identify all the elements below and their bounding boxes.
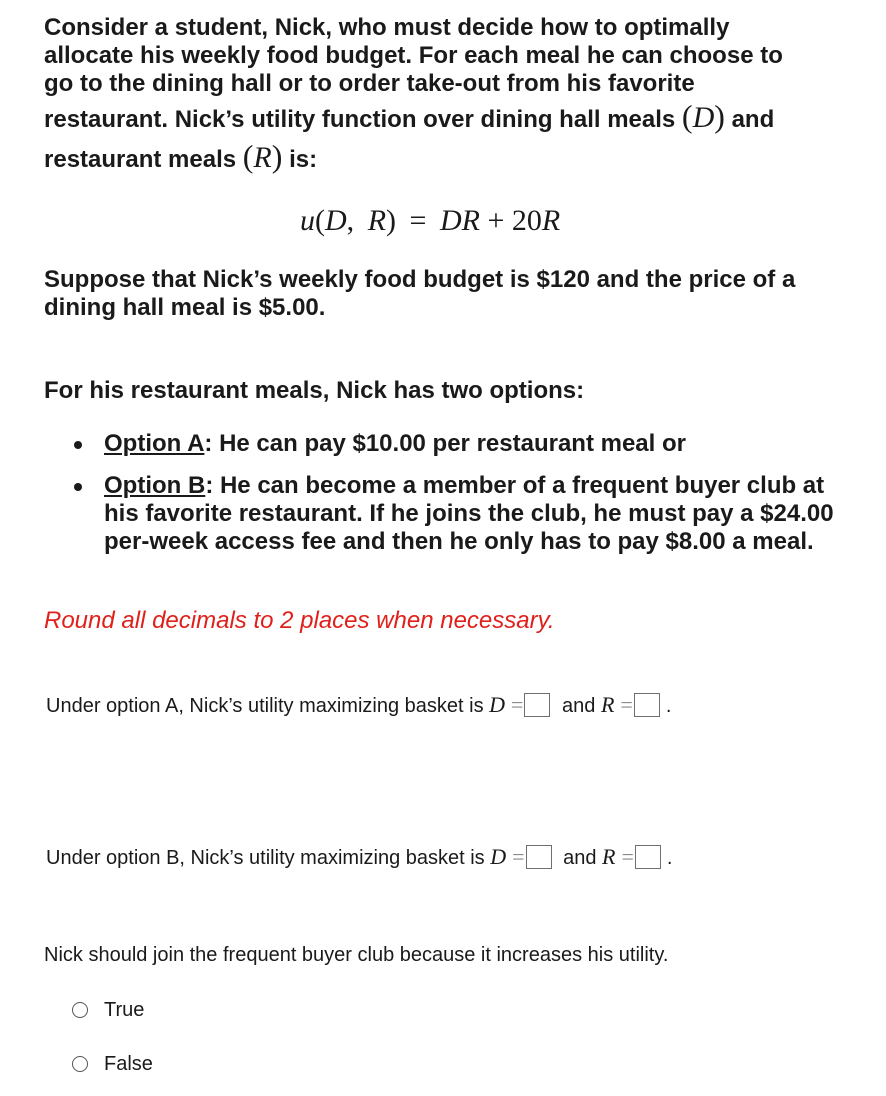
bullet [74, 483, 82, 491]
equals-sign: = [621, 844, 634, 869]
option-a-item [74, 430, 864, 458]
bullet [74, 441, 82, 449]
question-a-text: Under option A, Nick’s utility maximizing basket is [46, 695, 490, 717]
var-D: D [489, 692, 506, 717]
option-b-name: Option B [104, 472, 206, 499]
radio-false[interactable] [72, 1050, 153, 1078]
intro-line-2: allocate his weekly food budget. For each meal he can choose to [44, 42, 783, 69]
question-option-b: Under option B, Nick’s utility maximizing basket is D = and R = . [46, 844, 673, 869]
true-false-question: Nick should join the frequent buyer club because it increases his utility. [44, 944, 669, 966]
intro-line-4-text: restaurant. Nick’s utility function over dining hall meals [44, 106, 682, 133]
option-a-name: Option A [104, 430, 205, 457]
option-a-d-input[interactable] [524, 693, 550, 717]
option-a-text: : He can pay $10.00 per restaurant meal or [204, 430, 686, 457]
equals-sign: = [512, 844, 525, 869]
var-R: R [600, 692, 615, 717]
question-b-text: Under option B, Nick’s utility maximizing basket is [46, 847, 491, 869]
budget-line-2: dining hall meal is $5.00. [44, 294, 326, 321]
radio-true[interactable] [72, 996, 144, 1024]
intro-line-4-end: and [724, 106, 775, 133]
problem-intro [44, 14, 864, 174]
equals-sign: = [620, 692, 633, 717]
option-b-r-input[interactable] [635, 845, 661, 869]
and-text: and [557, 847, 603, 869]
intro-line-5-end: is: [282, 146, 318, 173]
options-list [74, 430, 864, 570]
option-b-text: : He can become a member of a frequent buyer club at his favorite restaurant. If he joins the club, he must pay a $24.00 per-week access fee and then he only has to pay $8.00 a meal. [104, 472, 834, 555]
rounding-note: Round all decimals to 2 places when necessary. [44, 607, 555, 634]
question-option-a: Under option A, Nick’s utility maximizing basket is D = and R = . [46, 692, 672, 717]
radio-false-label[interactable]: False [104, 1053, 153, 1075]
option-b-d-input[interactable] [526, 845, 552, 869]
var-D: D [490, 844, 507, 869]
budget-statement [44, 266, 864, 322]
equals-sign: = [511, 692, 524, 717]
eq-R: R [367, 204, 387, 237]
eq-plus: + [487, 204, 505, 237]
var-R: R [253, 141, 272, 174]
intro-line-3: go to the dining hall or to order take-out from his favorite [44, 70, 695, 97]
eq-R2: R [541, 204, 561, 237]
radio-circle-icon[interactable] [72, 1002, 88, 1018]
intro-line-5-text: restaurant meals [44, 146, 243, 173]
intro-line-1: Consider a student, Nick, who must decide how to optimally [44, 14, 730, 41]
eq-D: D [325, 204, 347, 237]
option-a-r-input[interactable] [634, 693, 660, 717]
var-D: D [692, 101, 715, 134]
utility-equation: u(D, R) = DR + 20R [300, 204, 561, 237]
options-heading: For his restaurant meals, Nick has two options: [44, 377, 585, 404]
intro-line-5: restaurant meals (R) is: [44, 138, 318, 174]
budget-line-1: Suppose that Nick’s weekly food budget is $120 and the price of a [44, 266, 796, 293]
eq-num: 20 [511, 204, 542, 237]
and-text: and [556, 695, 601, 717]
eq-u: u [300, 204, 315, 237]
radio-circle-icon[interactable] [72, 1056, 88, 1072]
intro-line-4: restaurant. Nick’s utility function over dining hall meals (D) and [44, 98, 775, 134]
eq-DR: DR [439, 204, 480, 237]
option-b-item [74, 472, 864, 556]
var-R: R [602, 844, 616, 869]
radio-true-label[interactable]: True [104, 999, 145, 1021]
